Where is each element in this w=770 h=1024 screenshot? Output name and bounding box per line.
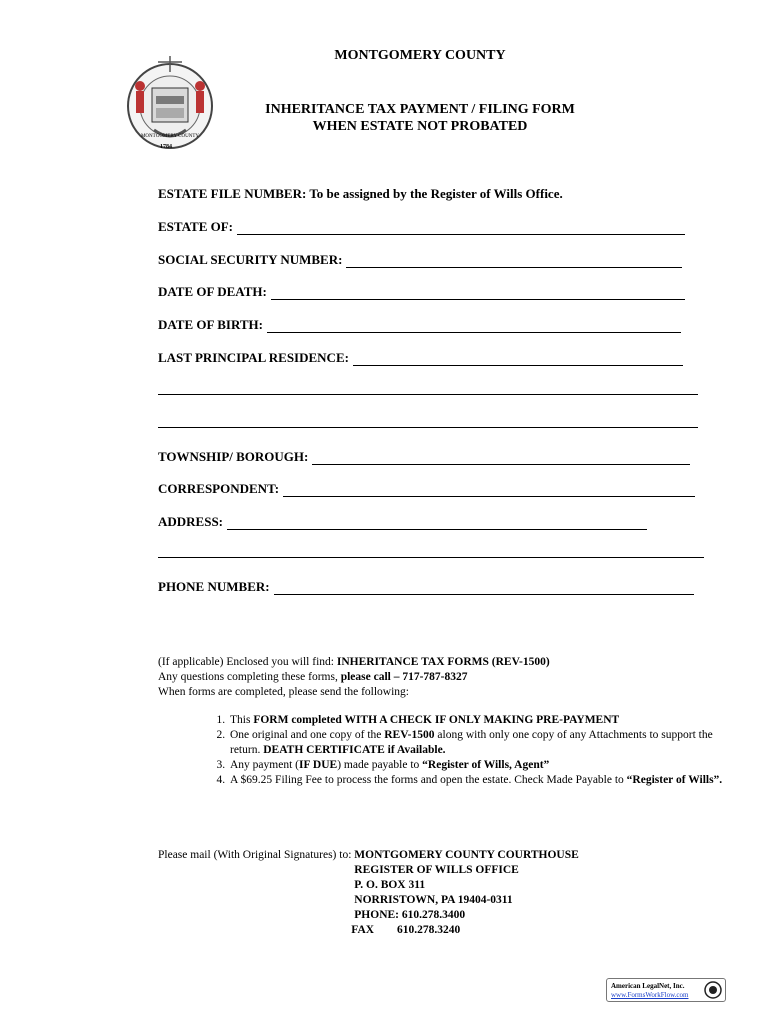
date-of-death-field bbox=[158, 284, 685, 300]
legalnet-logo-icon bbox=[704, 981, 722, 999]
date-of-death-input-line[interactable] bbox=[271, 288, 685, 300]
residence-input-line-2[interactable] bbox=[158, 383, 698, 395]
instruction-line-2: Any questions completing these forms, please call – 717-787-8327 bbox=[158, 671, 468, 683]
phone-input-line[interactable] bbox=[274, 583, 694, 595]
ssn-label: SOCIAL SECURITY NUMBER: bbox=[158, 252, 343, 267]
correspondent-label: CORRESPONDENT: bbox=[158, 481, 280, 496]
last-residence-field bbox=[158, 350, 683, 366]
residence-line-3 bbox=[158, 416, 698, 428]
township-field bbox=[158, 449, 690, 465]
instruction-line-1: (If applicable) Enclosed you will find: INHERITANCE TAX FORMS (REV-1500) bbox=[158, 656, 550, 668]
address-field bbox=[158, 514, 647, 530]
address-input-line[interactable] bbox=[227, 518, 647, 530]
company-name: American LegalNet, Inc. bbox=[611, 982, 685, 990]
instructions bbox=[158, 655, 550, 700]
county-name: MONTGOMERY COUNTY bbox=[334, 48, 506, 63]
estate-of-input-line[interactable] bbox=[237, 223, 685, 235]
address-input-line-2[interactable] bbox=[158, 546, 704, 558]
date-of-birth-field bbox=[158, 317, 681, 333]
mail-address-block: MONTGOMERY COUNTY COURTHOUSE REGISTER OF WILLS OFFICE P. O. BOX 311 NORRISTOWN, PA 19404-0311 PHONE: 610.278.3400 FAX 610.278.3240 bbox=[351, 849, 579, 936]
township-input-line[interactable] bbox=[312, 453, 690, 465]
checklist bbox=[200, 713, 728, 788]
list-item: 2. One original and one copy of the REV-1500 along with only one copy of any Attachments to support the return. DEATH CERTIFICATE if Available. bbox=[228, 728, 728, 758]
estate-of-field bbox=[158, 219, 685, 235]
list-item: 4. A $69.25 Filing Fee to process the forms and open the estate. Check Made Payable to “Register of Wills”. bbox=[228, 773, 728, 788]
mailing-address bbox=[158, 848, 579, 938]
phone-label: PHONE NUMBER: bbox=[158, 579, 270, 594]
residence-input-line-3[interactable] bbox=[158, 416, 698, 428]
correspondent-field bbox=[158, 481, 695, 497]
phone-field bbox=[158, 579, 694, 595]
date-of-death-label: DATE OF DEATH: bbox=[158, 284, 267, 299]
instruction-line-3: When forms are completed, please send the following: bbox=[158, 686, 410, 698]
form-title: INHERITANCE TAX PAYMENT / FILING FORM bbox=[265, 102, 575, 117]
company-url[interactable]: www.FormsWorkFlow.com bbox=[611, 991, 689, 999]
last-residence-input-line[interactable] bbox=[353, 354, 683, 366]
date-of-birth-input-line[interactable] bbox=[267, 321, 681, 333]
last-residence-label: LAST PRINCIPAL RESIDENCE: bbox=[158, 350, 349, 365]
form-subtitle: WHEN ESTATE NOT PROBATED bbox=[312, 119, 528, 134]
list-item: 3. Any payment (IF DUE) made payable to “Register of Wills, Agent” bbox=[228, 758, 728, 773]
legalnet-badge bbox=[606, 978, 726, 1002]
seal-year: 1784 bbox=[160, 144, 172, 150]
list-item: 1. This FORM completed WITH A CHECK IF ONLY MAKING PRE-PAYMENT bbox=[228, 713, 728, 728]
fax-line: FAX 610.278.3240 bbox=[351, 924, 461, 936]
estate-of-label: ESTATE OF: bbox=[158, 219, 234, 234]
ssn-input-line[interactable] bbox=[346, 256, 682, 268]
residence-line-2 bbox=[158, 383, 698, 395]
correspondent-input-line[interactable] bbox=[283, 485, 695, 497]
date-of-birth-label: DATE OF BIRTH: bbox=[158, 317, 263, 332]
seal-ring-text: MONTGOMERY COUNTY bbox=[140, 134, 199, 139]
address-label: ADDRESS: bbox=[158, 514, 224, 529]
address-line-2 bbox=[158, 546, 704, 558]
ssn-field bbox=[158, 252, 682, 268]
estate-file-number-note: ESTATE FILE NUMBER: To be assigned by the Register of Wills Office. bbox=[158, 186, 563, 201]
mail-label: Please mail (With Original Signatures) to: bbox=[158, 849, 355, 861]
township-label: TOWNSHIP/ BOROUGH: bbox=[158, 449, 309, 464]
